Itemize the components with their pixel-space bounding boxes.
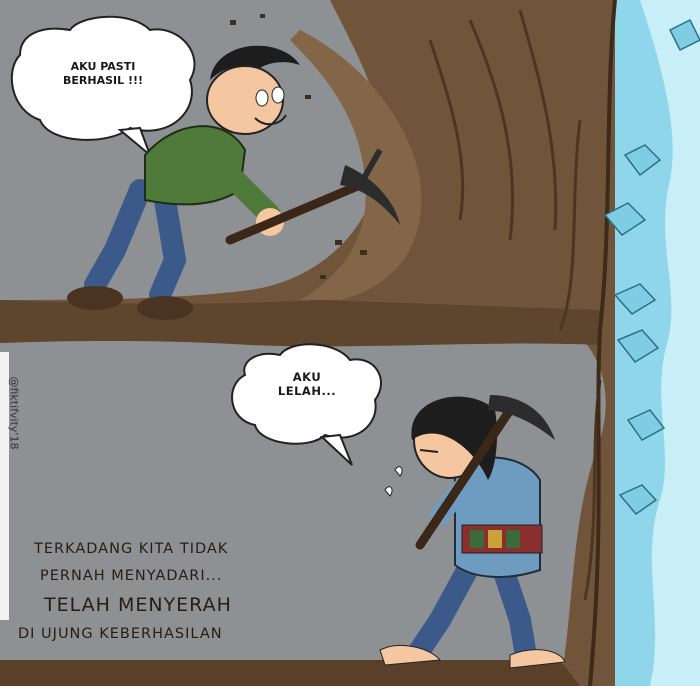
caption-line-4: DI UJUNG KEBERHASILAN [18, 626, 223, 642]
artist-credit: @fiktifvity'18 [7, 376, 21, 450]
top-bubble-line2: BERHASIL !!! [63, 73, 143, 87]
caption-line-3: TELAH MENYERAH [44, 594, 232, 616]
bottom-bubble-text [252, 370, 362, 399]
lower-floor [0, 660, 580, 686]
caption-line-2: PERNAH MENYADARI... [40, 568, 223, 584]
caption-line-1: TERKADANG KITA TIDAK [34, 541, 229, 557]
bottom-bubble-line1: AKU [292, 370, 322, 384]
bottom-bubble-line2: LELAH... [277, 384, 337, 399]
top-bubble-line1: AKU PASTI [70, 60, 136, 73]
top-bubble-text [28, 60, 178, 88]
